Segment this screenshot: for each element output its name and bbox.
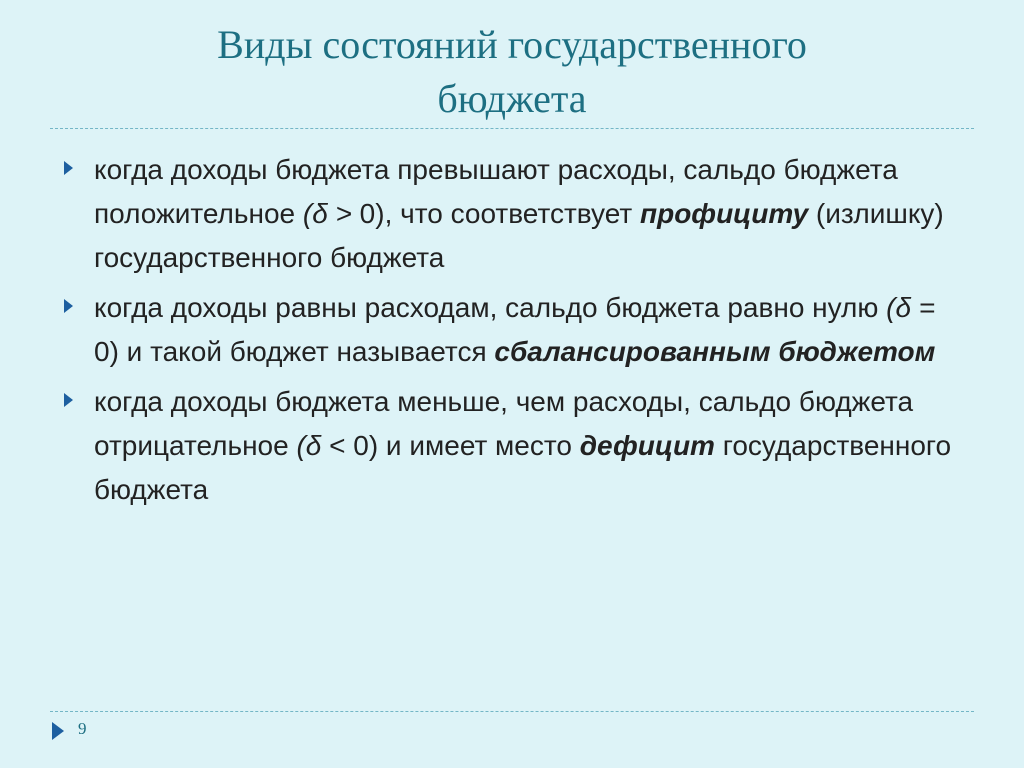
- slide-title-line-2: бюджета: [437, 76, 587, 121]
- footer-arrow-icon: [52, 722, 64, 740]
- bullet-item-balanced: [60, 286, 960, 374]
- bullet-text: государственного бюджета: [94, 430, 952, 505]
- slide-title: [0, 18, 1024, 126]
- bullet-text: когда доходы бюджета превышают расходы, сальдо бюджета положительное: [94, 154, 898, 229]
- bullet-item-surplus: [60, 148, 960, 280]
- bullet-term: сбалансированным бюджетом: [494, 336, 936, 367]
- bullet-text: когда доходы бюджета меньше, чем расходы, сальдо бюджета отрицательное: [94, 386, 914, 461]
- bullet-item-deficit: [60, 380, 960, 512]
- bullet-text: < 0) и имеет место: [321, 430, 580, 461]
- bullet-text: 0) и такой бюджет называется: [94, 336, 495, 367]
- page-number: 9: [78, 719, 87, 738]
- bullet-formula: (δ >: [302, 198, 352, 229]
- bullet-arrow-icon: [64, 393, 73, 407]
- bullet-text: 0), что соответствует: [351, 198, 640, 229]
- bullet-text: (излишку) государственного бюджета: [94, 198, 944, 273]
- bullet-formula: (δ =: [886, 292, 936, 323]
- bullet-list: [60, 148, 960, 518]
- bullet-term: профициту: [639, 198, 809, 229]
- bullet-text: когда доходы равны расходам, сальдо бюджета равно нулю: [94, 292, 887, 323]
- bullet-arrow-icon: [64, 161, 73, 175]
- footer-divider: [50, 711, 974, 712]
- title-divider: [50, 128, 974, 129]
- bullet-arrow-icon: [64, 299, 73, 313]
- bullet-term: дефицит: [579, 430, 715, 461]
- bullet-formula: (δ: [296, 430, 322, 461]
- slide-title-line-1: Виды состояний государственного: [217, 22, 807, 67]
